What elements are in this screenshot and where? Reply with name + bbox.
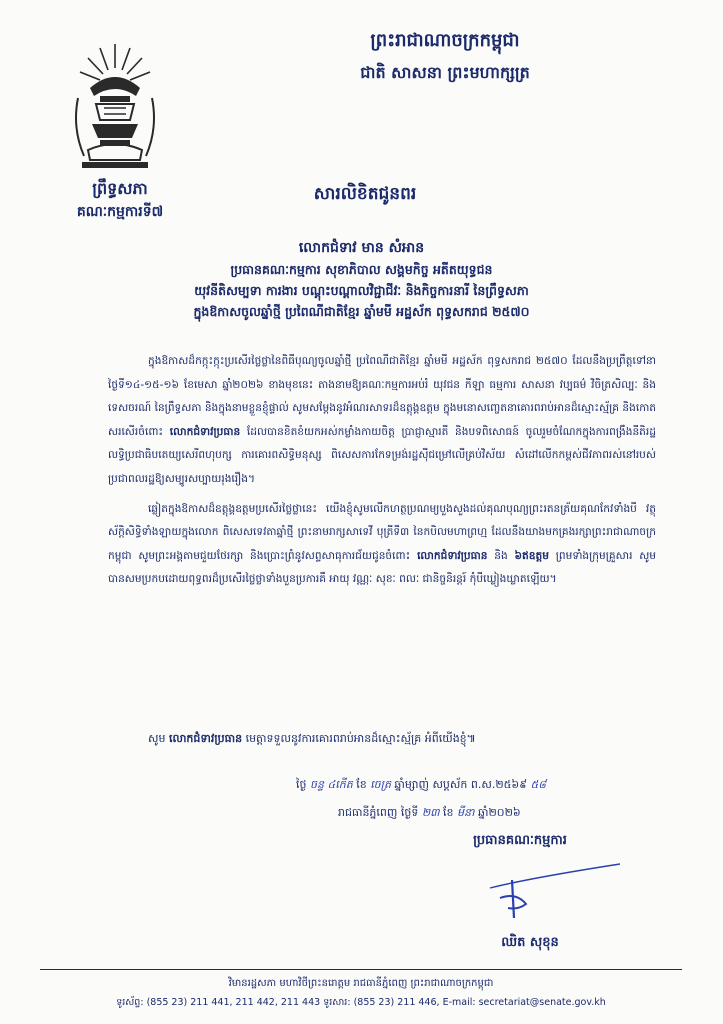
- body-paragraph-2: [108, 498, 656, 592]
- signer-title: ប្រធានគណៈកម្មការ: [473, 833, 567, 848]
- recipient-name: លោកជំទាវ មាន សំអាន: [298, 240, 425, 256]
- fax-label: ទូរសារ:: [323, 997, 351, 1008]
- handwritten-date: មីនា: [457, 806, 475, 819]
- date-text: ឆ្នាំម្សាញ់ សប្តស័ក ព.ស.២៥៦៩: [394, 778, 528, 791]
- body-text: ព្រមទាំងក្រុមគ្រួសារ សូមបានសមប្រកបដោយពុទ្ធពរដ៏ប្រសើរថ្លៃថ្លាទាំងបួនប្រការគឺ អាយុ វណ្ណៈ សុខៈ ពលៈ ជានិច្ចនិរន្តរ៍ កុំបីឃ្លៀងឃ្លាតឡើយ។: [108, 549, 657, 586]
- body-text: និង: [494, 549, 508, 562]
- closing-text: មេត្តាទទួលនូវការគោរពរាប់អានដ៏ស្មោះស្ម័គ្រ អំពីយើងខ្ញុំ៕: [245, 732, 476, 745]
- date-text: ខែ: [443, 806, 454, 819]
- handwritten-date: ៥៨: [530, 778, 547, 791]
- document-type-title: សារលិខិតជូនពរ: [313, 184, 417, 204]
- body-emphasis: លោកជំទាវប្រធាន: [169, 425, 241, 438]
- body-text: ឆ្លៀតក្នុងឱកាសដ៏ឧត្តុង្គឧត្តមប្រសើរថ្លៃថ្លានេះ យើងខ្ញុំសូមលើកហត្ថប្រណម្យបួងសួងដល់គុណបុណ្យព្រះរតនត្រ័យគុណកែវទាំងបី វត្ថុស័ក្តិសិទ្ធិទាំងឡាយក្នុងលោក ពិសេសទេវតាឆ្នាំថ្មី ព្រះនាមរាក្សសាទេវី បុត្រីទី៣ នៃកបិលមហាព្រហ្ម ដែលនឹងយាងមកគ្រងរក្សាព្រះរាជាណាចក្រកម្ពុជា សូមព្រះអង្គតាមជួយថែរក្សា និងប្រោះព្រំនូវសព្ទសាធុការជ័យជូនចំពោះ: [108, 502, 656, 562]
- footer-divider: [40, 969, 682, 970]
- recipient-block: [80, 238, 643, 322]
- kingdom-heading: ព្រះរាជាណាចក្រកម្ពុជា: [370, 30, 520, 51]
- closing-emphasis: លោកជំទាវប្រធាន: [168, 732, 243, 745]
- body-text: ដែលបានខិតខំយកអស់កម្លាំងកាយចិត្ត ប្រាជ្ញាស្មារតី និងបទពិសោធន៍ ចូលរួមចំណែកក្នុងការពង្រឹងនីតិរដ្ឋ លទ្ធិប្រជាធិបតេយ្យសេរីពហុបក្ស ការគោរពសិទ្ធិមនុស្ស ពិសេសការកែទម្រង់រដ្ឋស៊ីជម្រៅលើគ្រប់វិស័យ សំដៅលើកកម្ពស់ជីវភាពរស់នៅរបស់ប្រជាពលរដ្ឋឱ្យសម្បូរសប្បាយរុងរឿង។: [108, 425, 656, 485]
- handwritten-date: ២៣: [421, 806, 440, 819]
- commission-name: គណៈកម្មការទី៧: [76, 204, 164, 220]
- body-emphasis: ៦ឥឧត្តម: [514, 549, 549, 562]
- body-emphasis: លោកជំទាវប្រធាន: [417, 549, 488, 562]
- body-paragraph-1: [108, 350, 656, 492]
- letter-body: [108, 350, 656, 598]
- phone-label: ទូរស័ព្ទ:: [116, 997, 144, 1008]
- senate-name: ព្រឹទ្ធសភា: [92, 179, 148, 198]
- closing-text: សូម: [148, 732, 166, 745]
- date-text: ថ្ងៃ: [296, 778, 307, 791]
- solar-date-line: [338, 806, 698, 822]
- fax-number: (855 23) 211 446,: [353, 997, 440, 1008]
- closing-line: [148, 732, 668, 748]
- recipient-title-line: យុវនីតិសម្បទា ការងារ បណ្តុះបណ្តាលវិជ្ជាជីវៈ និងកិច្ចការនារី នៃព្រឹទ្ធសភា: [194, 283, 529, 298]
- date-text: ខែ: [356, 778, 367, 791]
- body-text: ក្នុងឱកាសដ៏កក្កុះក្កុះប្រសើរថ្លៃថ្លានៃពិធីបុណ្យចូលឆ្នាំថ្មី ប្រពៃណីជាតិខ្មែរ ឆ្នាំមមី អដ្ឋស័ក ពុទ្ធសករាជ ២៥៧០ ដែលនឹងប្រព្រឹត្តទៅនាថ្ងៃទី១៤-១៥-១៦ ខែមេសា ឆ្នាំ២០២៦ ខាងមុខនេះ តាងនាមឱ្យគណៈកម្មការអប់រំ យុវជន កីឡា ធម្មការ សាសនា វប្បធម៌ វិចិត្រសិល្បៈ និងទេសចរណ៍ នៃព្រឹទ្ធសភា និងក្នុងនាមខ្លួនខ្ញុំផ្ទាល់ សូមសម្តែងនូវអំណរសាទរដ៏ឧត្តុង្គឧត្តម ក្នុងមនោសញ្ចេតនាគោរពរាប់អានដ៏ស្មោះស្ម័គ្រ និងកោតសរសើរចំពោះ: [108, 355, 656, 438]
- national-motto: ជាតិ សាសនា ព្រះមហាក្សត្រ: [360, 63, 530, 82]
- handwritten-date: ចេត្រ: [370, 778, 391, 791]
- handwritten-date: ចន្ទ ៤កើត: [309, 778, 353, 791]
- footer-address: វិមានរដ្ឋសភា មហាវិថីព្រះនរោត្តម រាជធានីភ្នំពេញ ព្រះរាជាណាចក្រកម្ពុជា: [228, 978, 494, 989]
- handwritten-signature-icon: [470, 858, 630, 924]
- signer-name: ឈិត សុខុន: [501, 935, 559, 950]
- footer-contact: [40, 996, 682, 1010]
- occasion-line: ក្នុងឱកាសចូលឆ្នាំថ្មី ប្រពៃណីជាតិខ្មែរ ឆ្នាំមមី អដ្ឋស័ក ពុទ្ធសករាជ ២៥៧០: [193, 304, 530, 319]
- senate-emblem-icon: [70, 38, 160, 173]
- date-text: ឆ្នាំ២០២៦: [478, 806, 521, 819]
- date-text: រាជធានីភ្នំពេញ ថ្ងៃទី: [338, 806, 419, 819]
- phone-numbers: (855 23) 211 441, 211 442, 211 443: [146, 997, 321, 1008]
- recipient-title-line: ប្រធានគណៈកម្មការ សុខាភិបាល សង្គមកិច្ច អតីតយុទ្ធជន: [230, 262, 493, 277]
- email-address: E-mail: secretariat@senate.gov.kh: [442, 997, 606, 1008]
- lunar-date-line: [296, 778, 696, 794]
